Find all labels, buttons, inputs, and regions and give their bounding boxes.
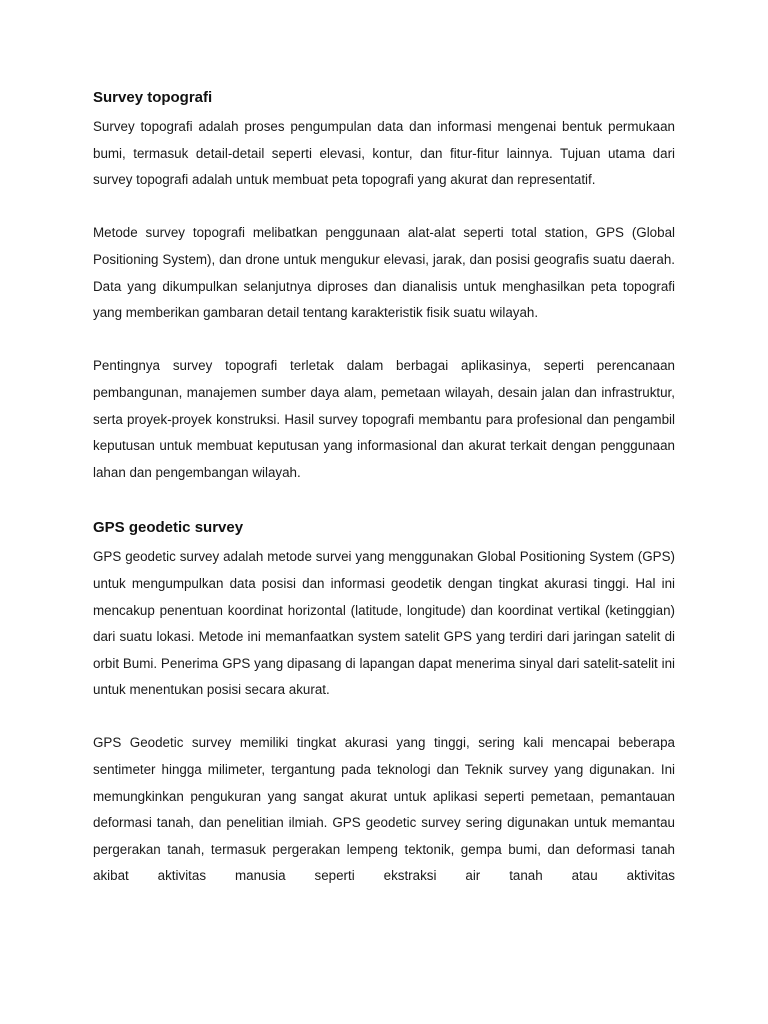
paragraph: GPS Geodetic survey memiliki tingkat akurasi yang tinggi, sering kali mencapai beberapa sentimeter hingga milimeter, tergantung pada teknologi dan Teknik survey yang digunakan. Ini memungkinkan pengukuran yang sangat akurat untuk aplikasi seperti pemetaan, pemantauan deformasi tanah, dan penelitian ilmiah. GPS geodetic survey sering digunakan untuk memantau pergerakan tanah, termasuk pergerakan lempeng tektonik, gempa bumi, dan deformasi tanah akibat aktivitas manusia seperti ekstraksi air tanah atau aktivitas bbox=[93, 735, 675, 884]
section-survey-topografi bbox=[93, 0, 675, 486]
section-gps-geodetic-survey bbox=[93, 518, 675, 890]
paragraph: GPS geodetic survey adalah metode survei yang menggunakan Global Positioning System (GPS) untuk mengumpulkan data posisi dan informasi geodetik dengan tingkat akurasi tinggi. Hal ini mencakup penentuan koordinat horizontal (latitude, longitude) dan koordinat vertikal (ketinggian) dari suatu lokasi. Metode ini memanfaatkan system satelit GPS yang terdiri dari jaringan satelit di orbit Bumi. Penerima GPS yang dipasang di lapangan dapat menerima sinyal dari satelit-satelit ini untuk menentukan posisi secara akurat. bbox=[93, 549, 675, 698]
paragraph: Survey topografi adalah proses pengumpulan data dan informasi mengenai bentuk permukaan bumi, termasuk detail-detail seperti elevasi, kontur, dan fitur-fitur lainnya. Tujuan utama dari survey topografi adalah untuk membuat peta topografi yang akurat dan representatif. bbox=[93, 119, 675, 188]
section-heading: GPS geodetic survey bbox=[93, 519, 244, 537]
paragraph: Pentingnya survey topografi terletak dalam berbagai aplikasinya, seperti perencanaan pembangunan, manajemen sumber daya alam, pemetaan wilayah, desain jalan dan infrastruktur, serta proyek-proyek konstruksi. Hasil survey topografi membantu para profesional dan pengambil keputusan untuk membuat keputusan yang informasional dan akurat terkait dengan penggunaan lahan dan pengembangan wilayah. bbox=[93, 358, 675, 480]
section-heading: Survey topografi bbox=[93, 89, 213, 106]
paragraph: Metode survey topografi melibatkan penggunaan alat-alat seperti total station, GPS (Global Positioning System), dan drone untuk mengukur elevasi, jarak, dan posisi geografis suatu daerah. Data yang dikumpulkan selanjutnya diproses dan dianalisis untuk menghasilkan peta topografi yang memberikan gambaran detail tentang karakteristik fisik suatu wilayah. bbox=[93, 225, 675, 321]
document-page bbox=[93, 0, 675, 890]
